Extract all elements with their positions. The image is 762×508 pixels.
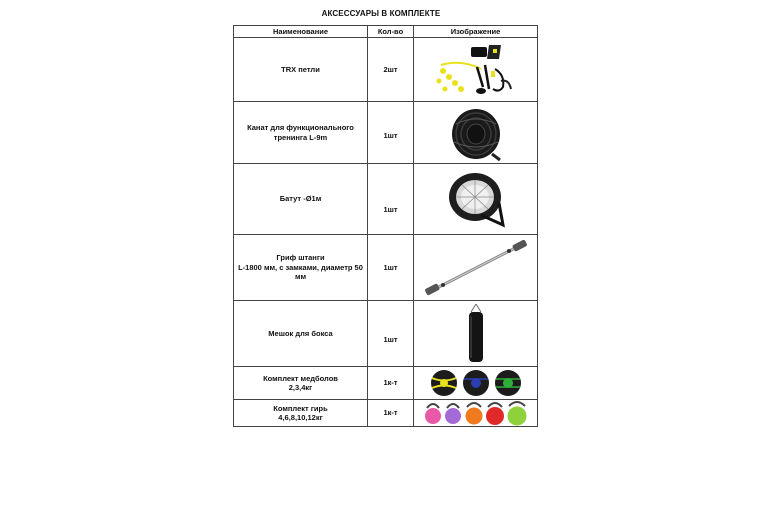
table-row [234, 164, 538, 235]
row-qty: 1шт [368, 102, 414, 164]
kettlebells-icon [421, 400, 531, 426]
header-qty: Кол-во [368, 26, 414, 38]
row-image [414, 235, 538, 301]
row-qty: 1шт [368, 235, 414, 301]
rebounder-trampoline-icon [441, 169, 511, 229]
row-image [414, 164, 538, 235]
row-name: Батут -Ø1м [234, 164, 368, 235]
accessories-table [233, 25, 538, 427]
row-qty: 1к-т [368, 367, 414, 400]
row-image [414, 102, 538, 164]
table-row [234, 301, 538, 367]
trx-straps-icon [431, 41, 521, 99]
punching-bag-icon [461, 304, 491, 364]
header-image: Изображение [414, 26, 538, 38]
row-qty: 1к-т [368, 400, 414, 427]
battle-rope-icon [446, 104, 506, 162]
row-name: Гриф штанги L-1800 мм, с замками, диаметр 50 мм [234, 235, 368, 301]
row-name: TRX петли [234, 38, 368, 102]
row-image [414, 38, 538, 102]
row-image [414, 301, 538, 367]
row-image [414, 367, 538, 400]
table-row [234, 235, 538, 301]
row-image [414, 400, 538, 427]
row-qty: 2шт [368, 38, 414, 102]
row-qty: 1шт [368, 301, 414, 367]
row-name: Канат для функционального тренинга L-9m [234, 102, 368, 164]
barbell-bar-icon [421, 238, 531, 298]
table-header-row [234, 26, 538, 38]
medicine-balls-icon [426, 368, 526, 398]
table-row [234, 38, 538, 102]
table-row [234, 400, 538, 427]
row-name: Комплект гирь 4,6,8,10,12кг [234, 400, 368, 427]
row-qty: 1шт [368, 164, 414, 235]
page-title: АКСЕССУАРЫ В КОМПЛЕКТЕ [321, 9, 441, 18]
header-name: Наименование [234, 26, 368, 38]
row-name: Мешок для бокса [234, 301, 368, 367]
table-row [234, 102, 538, 164]
table-row [234, 367, 538, 400]
row-name: Комплект медболов 2,3,4кг [234, 367, 368, 400]
